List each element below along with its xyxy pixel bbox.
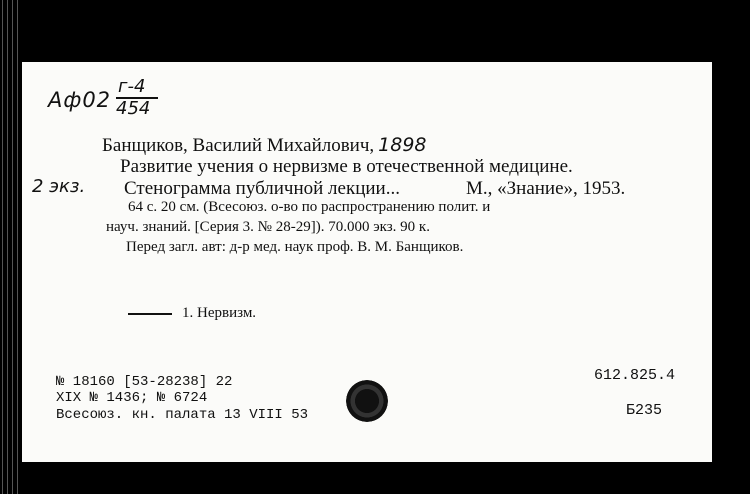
copies-note: 2 экз. — [32, 176, 86, 197]
scan-border-right — [712, 0, 750, 494]
punch-hole-stamp — [346, 380, 388, 422]
author-heading — [102, 134, 427, 157]
author-note: Перед загл. авт: д-р мед. наук проф. В. М. Банщиков. — [126, 239, 464, 255]
registry-line-3: Всесоюз. кн. палата 13 VIII 53 — [56, 407, 309, 423]
author-name: Банщиков, Василий Михайлович, — [102, 135, 375, 156]
subject-text: 1. Нервизм. — [182, 305, 257, 321]
title-continuation: Стенограмма публичной лекции... — [124, 178, 400, 199]
catalog-card — [22, 62, 712, 462]
call-fraction-top: г-4 — [118, 76, 146, 97]
subject-dash — [128, 313, 172, 315]
call-number: Аф02 — [48, 88, 112, 112]
publication-info: М., «Знание», 1953. — [466, 178, 626, 199]
registry-line-2: XIX № 1436; № 6724 — [56, 390, 208, 406]
udc-code: 612.825.4 — [594, 367, 676, 384]
collation-line-1: 64 с. 20 см. (Всесоюз. о-во по распространению полит. и — [128, 199, 491, 215]
scan-border-left — [0, 0, 22, 494]
title-line-2 — [124, 178, 626, 200]
subject-heading — [128, 305, 256, 322]
title-line-1: Развитие учения о нервизме в отечественной медицине. — [120, 156, 573, 177]
collation-line-2: науч. знаний. [Серия 3. № 28-29]). 70.000 экз. 90 к. — [106, 219, 430, 235]
author-year: 1898 — [378, 134, 427, 156]
call-fraction-bottom: 454 — [116, 98, 151, 119]
author-mark: Б235 — [626, 402, 663, 419]
registry-line-1: № 18160 [53-28238] 22 — [56, 374, 233, 390]
